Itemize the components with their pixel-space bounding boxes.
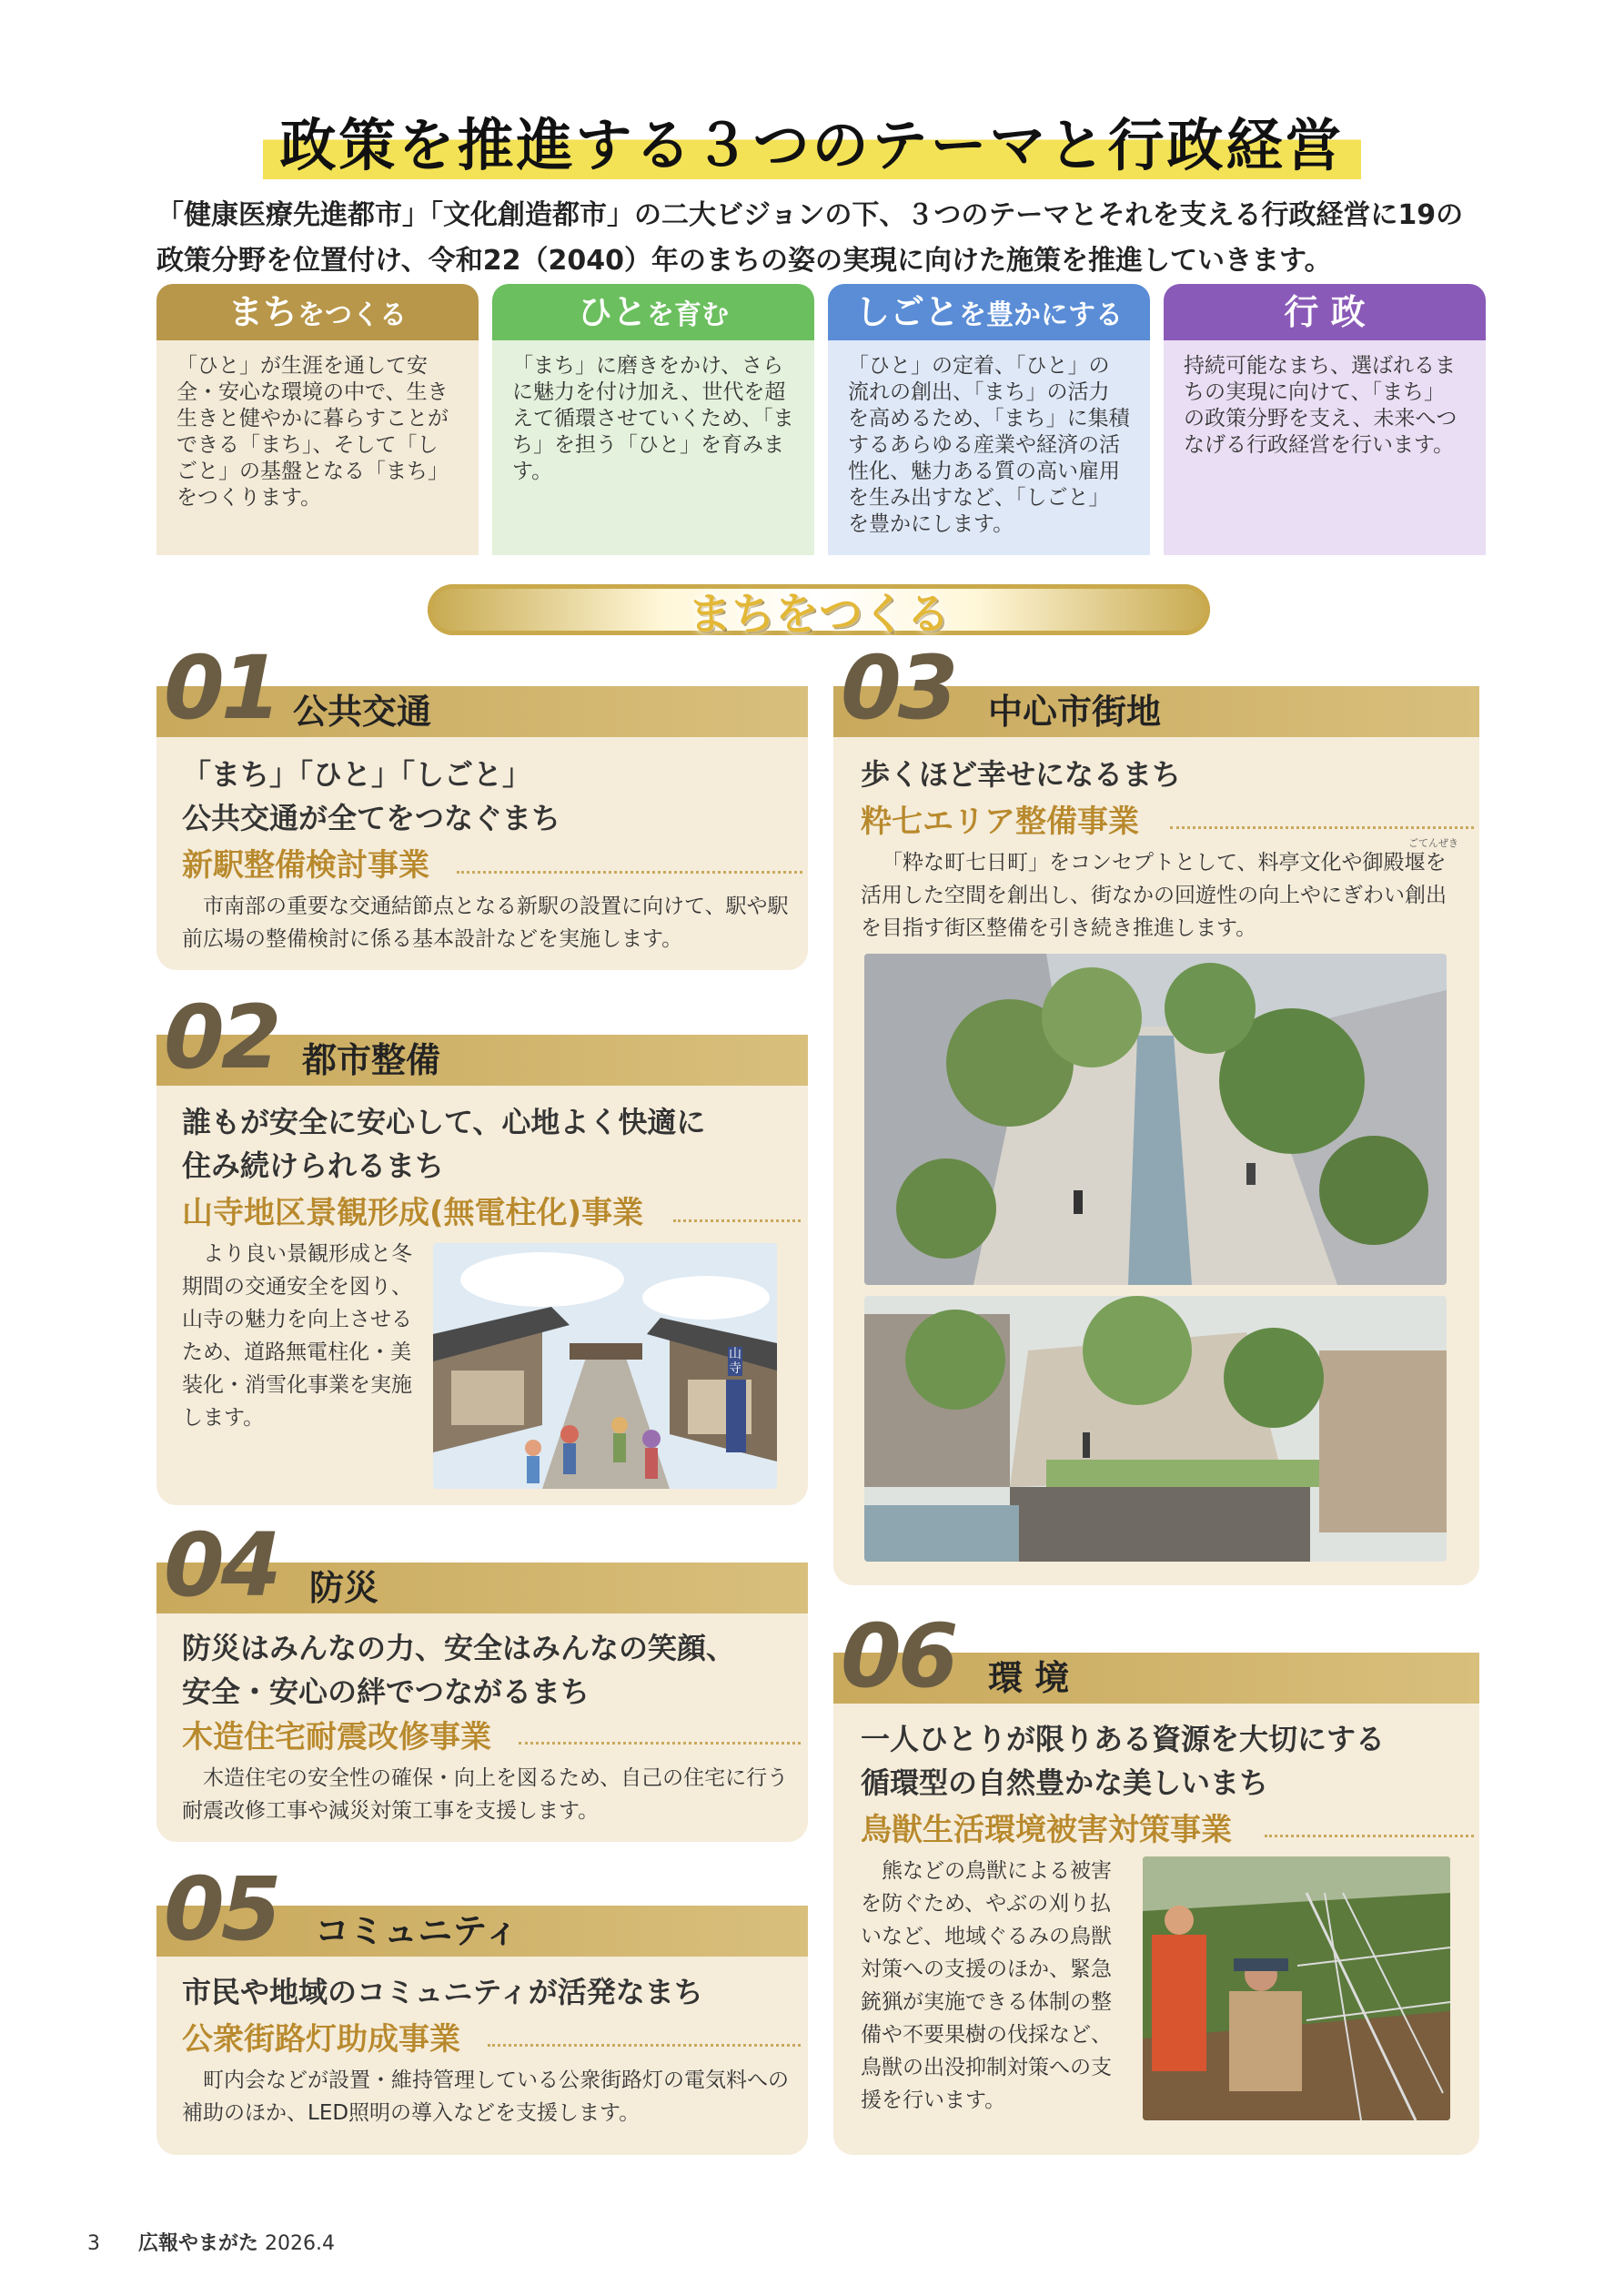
card-02-dots — [673, 1219, 801, 1222]
theme-shigoto-header: しごとを豊かにする — [828, 284, 1150, 340]
card-06-project: 鳥獣生活環境被害対策事業 — [861, 1812, 1232, 1848]
card-06-dots — [1265, 1835, 1474, 1837]
card-05-project: 公衆街路灯助成事業 — [182, 2021, 460, 2058]
issue-date: 2026.4 — [265, 2232, 335, 2255]
card-02-number: 02 — [164, 986, 278, 1088]
card-04-number: 04 — [164, 1514, 278, 1616]
card-06-tagline-2: 循環型の自然豊かな美しいまち — [861, 1765, 1269, 1800]
theme-gyosei — [1164, 284, 1486, 555]
card-06-description: 熊などの鳥獣による被害を防ぐため、やぶの刈り払いなど、地域ぐるみの鳥獣対策への支援のほか、緊急銃猟が実施できる体制の整備や不要果樹の伐採など、鳥獣の出没抑制対策への支援を行います。 — [861, 1859, 1112, 2112]
page-number: 3 — [87, 2232, 100, 2255]
theme-shigoto — [828, 284, 1150, 555]
card-03-number: 03 — [841, 637, 955, 739]
theme-machi — [156, 284, 479, 555]
card-03-dots — [1170, 826, 1474, 829]
card-06-tagline-1: 一人ひとりが限りある資源を大切にする — [861, 1722, 1386, 1756]
card-02-tagline-2: 住み続けられるまち — [182, 1148, 445, 1183]
card-01-project: 新駅整備検討事業 — [182, 847, 429, 884]
card-02-tagline-1: 誰もが安全に安心して、心地よく快適に — [182, 1105, 706, 1139]
section-banner-text: まちをつくる — [687, 589, 950, 640]
wildlife-fence-photo — [1143, 1856, 1450, 2120]
card-05-category: コミュニティ — [315, 1911, 519, 1951]
page-title: 政策を推進する３つのテーマと行政経営 — [263, 107, 1360, 184]
card-04-dots — [519, 1742, 801, 1745]
theme-shigoto-text: 「ひと」の定着、「ひと」の流れの創出、「まち」の活力を高めるため、「まち」に集積するあらゆる産業や経済の活性化、魅力ある質の高い雇用を生み出すなど、「しごと」を豊かにします。 — [828, 340, 1150, 555]
publication-name: 広報やまがた — [138, 2232, 259, 2255]
card-03-category: 中心市街地 — [988, 692, 1162, 732]
yamadera-sign: 山寺 — [729, 1347, 741, 1376]
theme-gyosei-header: 行 政 — [1164, 284, 1486, 340]
card-05-tagline-1: 市民や地域のコミュニティが活発なまち — [182, 1975, 703, 2009]
card-05-dots — [488, 2044, 801, 2047]
card-02-project: 山寺地区景観形成(無電柱化)事業 — [182, 1195, 644, 1231]
card-01-number: 01 — [164, 637, 278, 739]
card-01-tagline-2: 公共交通が全てをつなぐまち — [182, 801, 561, 835]
card-04-category: 防災 — [309, 1568, 379, 1608]
card-04-description: 木造住宅の安全性の確保・向上を図るため、自己の住宅に行う耐震改修工事や減災対策工事を支援します。 — [182, 1766, 789, 1823]
card-03-tagline-1: 歩くほど幸せになるまち — [861, 757, 1182, 792]
card-03-description: 「粋な町七日町」をコンセプトとして、料亭文化や御殿堰を活用した空間を創出し、街なかの回遊性の向上やにぎわい創出を目指す街区整備を引き続き推進します。 — [861, 851, 1447, 940]
card-04-tagline-1: 防災はみんなの力、安全はみんなの笑顔、 — [182, 1631, 736, 1665]
card-01-dots — [457, 871, 802, 874]
intro-text: 「健康医療先進都市」「文化創造都市」の二大ビジョンの下、３つのテーマとそれを支える行政経営に19の政策分野を位置付け、令和22（2040）年のまちの姿の実現に向けた施策を推進していきます。 — [156, 199, 1464, 277]
card-06-category: 環 境 — [988, 1658, 1070, 1698]
theme-hito — [492, 284, 814, 555]
card-04-project: 木造住宅耐震改修事業 — [182, 1719, 491, 1755]
card-01-description: 市南部の重要な交通結節点となる新駅の設置に向けて、駅や駅前広場の整備検討に係る基本設計などを実施します。 — [182, 895, 789, 951]
card-05-number: 05 — [164, 1858, 278, 1960]
card-02-category: 都市整備 — [302, 1040, 441, 1080]
card-01-tagline-1: 「まち」「ひと」「しごと」 — [182, 757, 532, 792]
theme-machi-header: まちをつくる — [156, 284, 479, 340]
page-title-wrap — [0, 107, 1624, 184]
theme-hito-header: ひとを育む — [492, 284, 814, 340]
theme-hito-text: 「まち」に磨きをかけ、さらに魅力を付け加え、世代を超えて循環させていくため、「まち」を担う「ひと」を育みます。 — [492, 340, 814, 555]
card-02-description: より良い景観形成と冬期間の交通安全を図り、山寺の魅力を向上させるため、道路無電柱化・美装化・消雪化事業を実施します。 — [182, 1242, 412, 1430]
card-05-description: 町内会などが設置・維持管理している公衆街路灯の電気料への補助のほか、LED照明の導入などを支援します。 — [182, 2068, 789, 2125]
theme-machi-text: 「ひと」が生涯を通して安全・安心な環境の中で、生き生きと健やかに暮らすことができる「まち」、そして「しごと」の基盤となる「まち」をつくります。 — [156, 340, 479, 555]
card-06-number: 06 — [841, 1605, 955, 1707]
card-01-category: 公共交通 — [293, 692, 432, 732]
card-03-project: 粋七エリア整備事業 — [861, 804, 1139, 840]
card-03-ruby: ごてんぜき — [1408, 837, 1458, 849]
theme-gyosei-text: 持続可能なまち、選ばれるまちの実現に向けて、「まち」の政策分野を支え、未来へつなげる行政経営を行います。 — [1164, 340, 1486, 555]
gotenzeki-waterway-photo — [864, 1296, 1447, 1562]
nanokamachi-plaza-photo — [864, 954, 1447, 1285]
card-04-tagline-2: 安全・安心の絆でつながるまち — [182, 1674, 590, 1709]
footer — [87, 2228, 335, 2256]
yamadera-street-illustration — [433, 1243, 777, 1489]
